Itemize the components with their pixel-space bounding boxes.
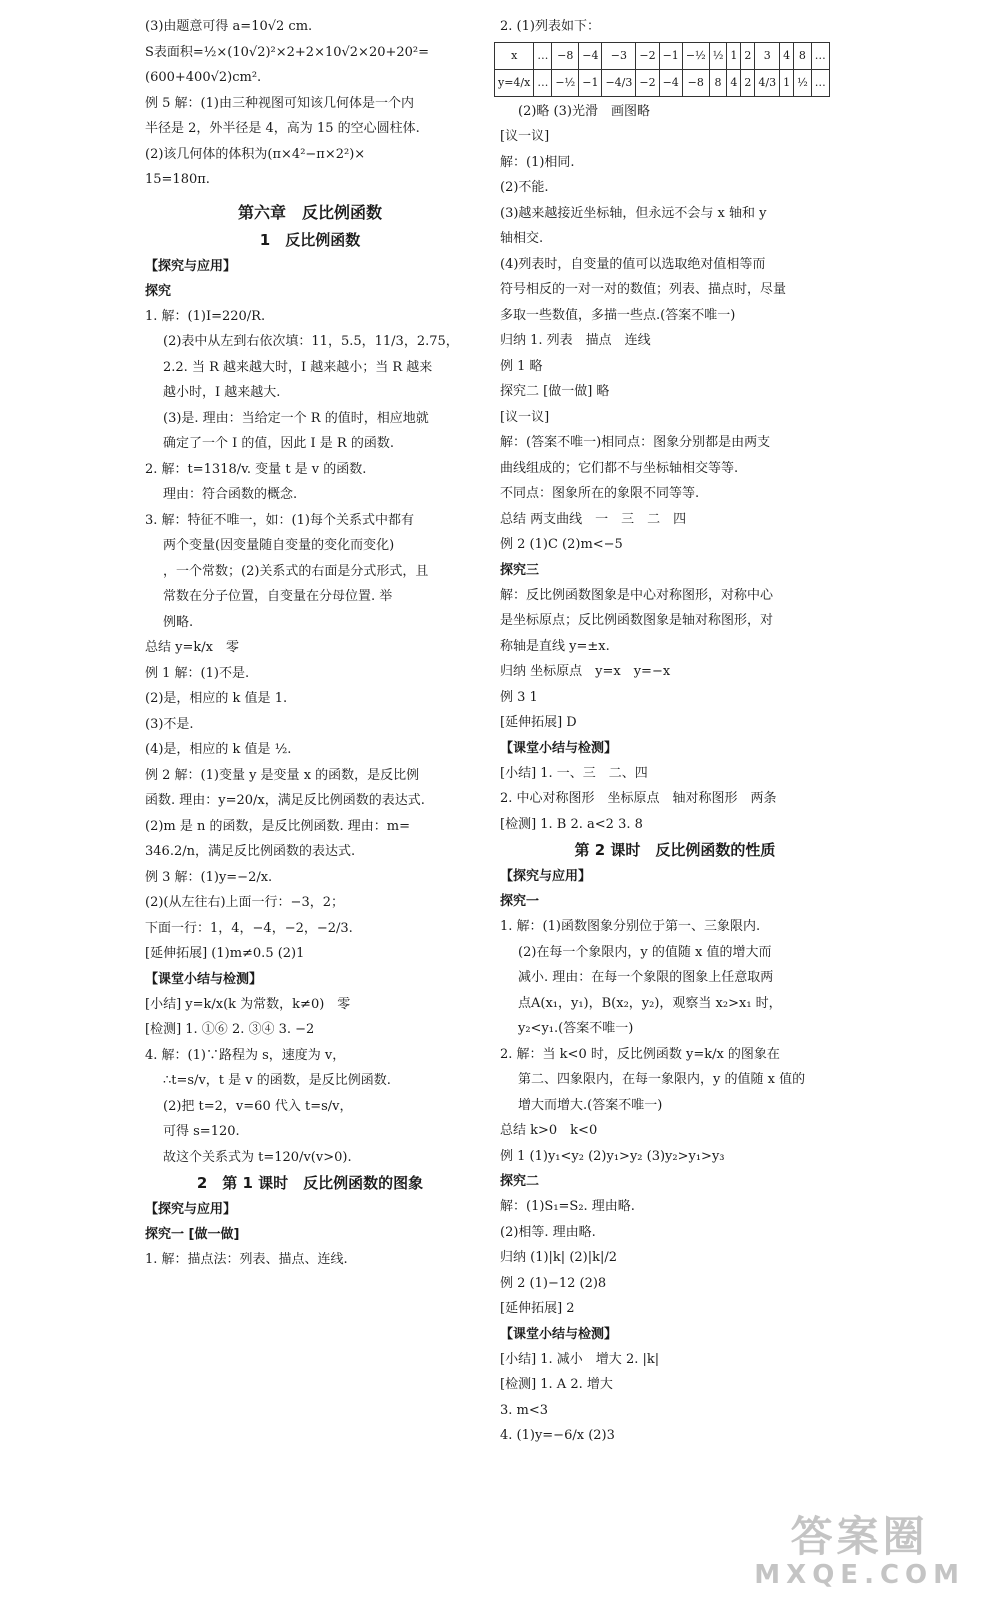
text-line: 常数在分子位置，自变量在分母位置. 举 [163,589,393,604]
text-line: 例略. [163,614,194,630]
text-line: 理由：符合函数的概念. [163,487,298,502]
text-line: 1. 解：(1)I=220/R. [145,308,266,324]
text-line: 归纳 (1)|k| (2)|k|/2 [500,1250,618,1265]
text-line: 两个变量(因变量随自变量的变化而变化) [163,538,395,553]
text-line: [延伸拓展] 2 [500,1301,575,1316]
text-line: 归纳 1. 列表 描点 连线 [500,333,651,348]
text-line: (3)由题意可得 a=10√2 cm. [145,19,313,34]
table-cell: 4 [780,42,794,69]
text-line: y₂<y₁.(答案不唯一) [518,1021,634,1036]
text-line: 第二、四象限内，在每一象限内，y 的值随 x 值的 [518,1072,806,1087]
section-label: 【课堂小结与检测】 [500,1326,618,1342]
text-line: 1. 解：描点法：列表、描点、连线. [145,1252,348,1267]
text-line: (4)列表时，自变量的值可以选取绝对值相等而 [500,256,766,272]
table-cell: −2 [636,69,659,96]
table-cell: … [811,69,829,96]
table-cell: ½ [709,42,727,69]
text-line: 例 5 解：(1)由三种视图可知该几何体是一个内 [145,95,414,111]
table-cell: −4 [579,42,602,69]
section-label: 探究二 [500,1174,540,1189]
table-cell: 8 [794,42,812,69]
text-line: (2)m 是 n 的函数，是反比例函数. 理由：m= [145,818,410,834]
text-line: (2)是，相应的 k 值是 1. [145,691,288,706]
table-cell: −½ [552,69,579,96]
right-column [500,14,850,1449]
section-label: 探究三 [500,562,540,578]
text-line: (3)不是. [145,716,194,732]
text-line: 例 2 (1)−12 (2)8 [500,1275,607,1291]
text-line: (3)是. 理由：当给定一个 R 的值时，相应地就 [163,410,429,426]
text-line: 解：(1)相同. [500,154,575,170]
text-line: 称轴是直线 y=±x. [500,638,610,654]
text-line: (4)是，相应的 k 值是 ½. [145,742,292,757]
text-line: 探究二 [做一做] 略 [500,384,610,399]
text-line: 函数. 理由：y=20/x，满足反比例函数的表达式. [145,793,425,808]
text-line: 例 1 (1)y₁<y₂ (2)y₁>y₂ (3)y₂>y₁>y₃ [500,1148,725,1164]
table-cell: 1 [727,42,741,69]
table-cell: −3 [602,42,636,69]
table-cell: … [534,69,552,96]
table-cell: −½ [682,42,709,69]
text-line: (2)(从左往右)上面一行：−3，2； [145,895,344,910]
chapter-title: 第六章 反比例函数 [237,202,382,222]
section-label: 探究 [145,283,172,299]
text-line: 总结 k>0 k<0 [500,1123,598,1138]
table-cell: 1 [780,69,794,96]
table-cell: −4 [659,69,682,96]
text-line: 1. 解：(1)函数图象分别位于第一、三象限内. [500,919,761,934]
text-line: (2)相等. 理由略. [500,1224,596,1240]
text-line: [议一议] [500,129,550,144]
text-line: (2)略 (3)光滑 画图略 [518,103,650,119]
section-label: 【课堂小结与检测】 [145,971,263,987]
text-line: 4. 解：(1)∵路程为 s，速度为 v， [145,1047,346,1063]
watermark-text: 答案圈 [790,1512,929,1561]
table-cell: 3 [755,42,780,69]
table-intro: 2. (1)列表如下： [500,19,600,34]
text-line: 例 1 略 [500,358,543,374]
text-line: 例 2 解：(1)变量 y 是变量 x 的函数，是反比例 [145,767,420,783]
text-line: 3. m<3 [500,1402,549,1418]
text-line: 不同点：图象所在的象限不同等等. [500,486,700,501]
text-line: 是坐标原点；反比例函数图象是轴对称图形，对 [500,613,774,628]
text-line: 故这个关系式为 t=120/v(v>0). [163,1149,352,1165]
text-line: [小结] 1. 一、三 二、四 [500,765,648,781]
table-cell: … [811,42,829,69]
text-line: 解：(1)S₁=S₂. 理由略. [500,1199,635,1214]
text-line: 2. 解：当 k<0 时，反比例函数 y=k/x 的图象在 [500,1046,780,1062]
table-cell: −8 [552,42,579,69]
text-line: [议一议] [500,409,550,425]
text-line: 曲线组成的；它们都不与坐标轴相交等等. [500,460,739,476]
table-cell: y=4/x [495,69,534,96]
right-lines [500,99,850,1449]
text-line: 4. (1)y=−6/x (2)3 [500,1428,615,1443]
table-cell: −2 [636,42,659,69]
text-line: [小结] y=k/x(k 为常数，k≠0) 零 [145,996,351,1012]
text-line: (3)越来越接近坐标轴，但永远不会与 x 轴和 y [500,205,767,221]
text-line: [延伸拓展] D [500,715,577,730]
text-line: 例 2 (1)C (2)m<−5 [500,537,623,552]
section-label: 【探究与应用】 [500,869,592,884]
text-line: 例 1 解：(1)不是. [145,665,250,681]
text-line: 346.2/n，满足反比例函数的表达式. [145,844,356,859]
table-cell: −4/3 [602,69,636,96]
text-line: 减小. 理由：在每一个象限的图象上任意取两 [518,970,774,985]
section-title: 1 反比例函数 [259,230,361,249]
table-cell: −1 [579,69,602,96]
section-title: 2 第 1 课时 反比例函数的图象 [196,1174,424,1192]
text-line: 下面一行：1，4，−4，−2，−2/3. [145,920,353,936]
section-label: 【探究与应用】 [145,1202,237,1217]
text-line: 15=180π. [145,172,210,187]
text-line: (2)不能. [500,180,549,195]
text-line: ，一个常数；(2)关系式的右面是分式形式，且 [163,563,429,579]
text-line: (2)把 t=2，v=60 代入 t=s/v， [163,1098,353,1114]
table-cell: 2 [741,42,755,69]
text-line: 点A(x₁，y₁)，B(x₂，y₂)，观察当 x₂>x₁ 时， [518,995,782,1011]
text-line: 总结 y=k/x 零 [145,640,239,655]
section-title: 第 2 课时 反比例函数的性质 [574,841,776,859]
value-table [494,42,830,97]
table-cell: −8 [682,69,709,96]
text-line: (2)表中从左到右依次填：11，5.5，11/3，2.75， [163,334,459,349]
text-line: 总结 两支曲线 一 三 二 四 [500,511,687,527]
text-line: (2)在每一个象限内，y 的值随 x 值的增大而 [518,944,772,960]
text-line: [检测] 1. A 2. 增大 [500,1377,613,1392]
text-line: 可得 s=120. [163,1124,240,1139]
text-line: 确定了一个 I 的值，因此 I 是 R 的函数. [163,436,394,451]
table-cell: 8 [709,69,727,96]
text-line: S表面积=½×(10√2)²×2+2×10√2×20+20²= [145,44,430,60]
text-line: 2. 中心对称图形 坐标原点 轴对称图形 两条 [500,791,777,806]
text-line: 多取一些数值，多描一些点.(答案不唯一) [500,307,736,323]
table-cell: x [495,42,534,69]
text-line: (2)该几何体的体积为(π×4²−π×2²)× [145,146,366,162]
text-line: 越小时，I 越来越大. [163,385,281,400]
text-line: 例 3 1 [500,689,538,705]
text-line: 2. 解：t=1318/v. 变量 t 是 v 的函数. [145,461,367,477]
table-cell: −1 [659,42,682,69]
table-cell: ½ [794,69,812,96]
text-line: 3. 解：特征不唯一，如：(1)每个关系式中都有 [145,512,414,528]
text-line: 增大而增大.(答案不唯一) [518,1097,663,1113]
text-line: [检测] 1. ①⑥ 2. ③④ 3. −2 [145,1022,315,1037]
table-row-y [495,69,830,96]
section-label: 【探究与应用】 [145,258,237,274]
section-label: 探究一 [500,894,540,909]
text-line: 符号相反的一对一对的数值；列表、描点时，尽量 [500,282,787,297]
table-row-x [495,42,830,69]
text-line: 2.2. 当 R 越来越大时，I 越来越小；当 R 越来 [163,359,433,375]
section-label: 探究一 [做一做] [145,1227,240,1242]
text-line: [延伸拓展] (1)m≠0.5 (2)1 [145,946,305,961]
watermark-logo [754,1514,965,1590]
text-line: 解：(答案不唯一)相同点：图象分别都是由两支 [500,435,771,450]
text-line: 半径是 2，外半径是 4，高为 15 的空心圆柱体. [145,121,420,136]
text-line: (600+400√2)cm². [145,70,262,85]
table-cell: 2 [741,69,755,96]
table-cell: 4/3 [755,69,780,96]
watermark-url: MXQE.COM [754,1560,965,1590]
text-line: 轴相交. [500,231,544,246]
text-line: [检测] 1. B 2. a<2 3. 8 [500,816,643,832]
text-line: [小结] 1. 减小 增大 2. |k| [500,1351,660,1367]
text-line: 归纳 坐标原点 y=x y=−x [500,664,671,679]
table-cell: … [534,42,552,69]
left-column [145,14,475,1273]
section-label: 【课堂小结与检测】 [500,740,618,756]
table-cell: 4 [727,69,741,96]
text-line: 例 3 解：(1)y=−2/x. [145,869,273,885]
text-line: 解：反比例函数图象是中心对称图形，对称中心 [500,587,774,603]
text-line: ∴t=s/v，t 是 v 的函数，是反比例函数. [163,1073,391,1088]
